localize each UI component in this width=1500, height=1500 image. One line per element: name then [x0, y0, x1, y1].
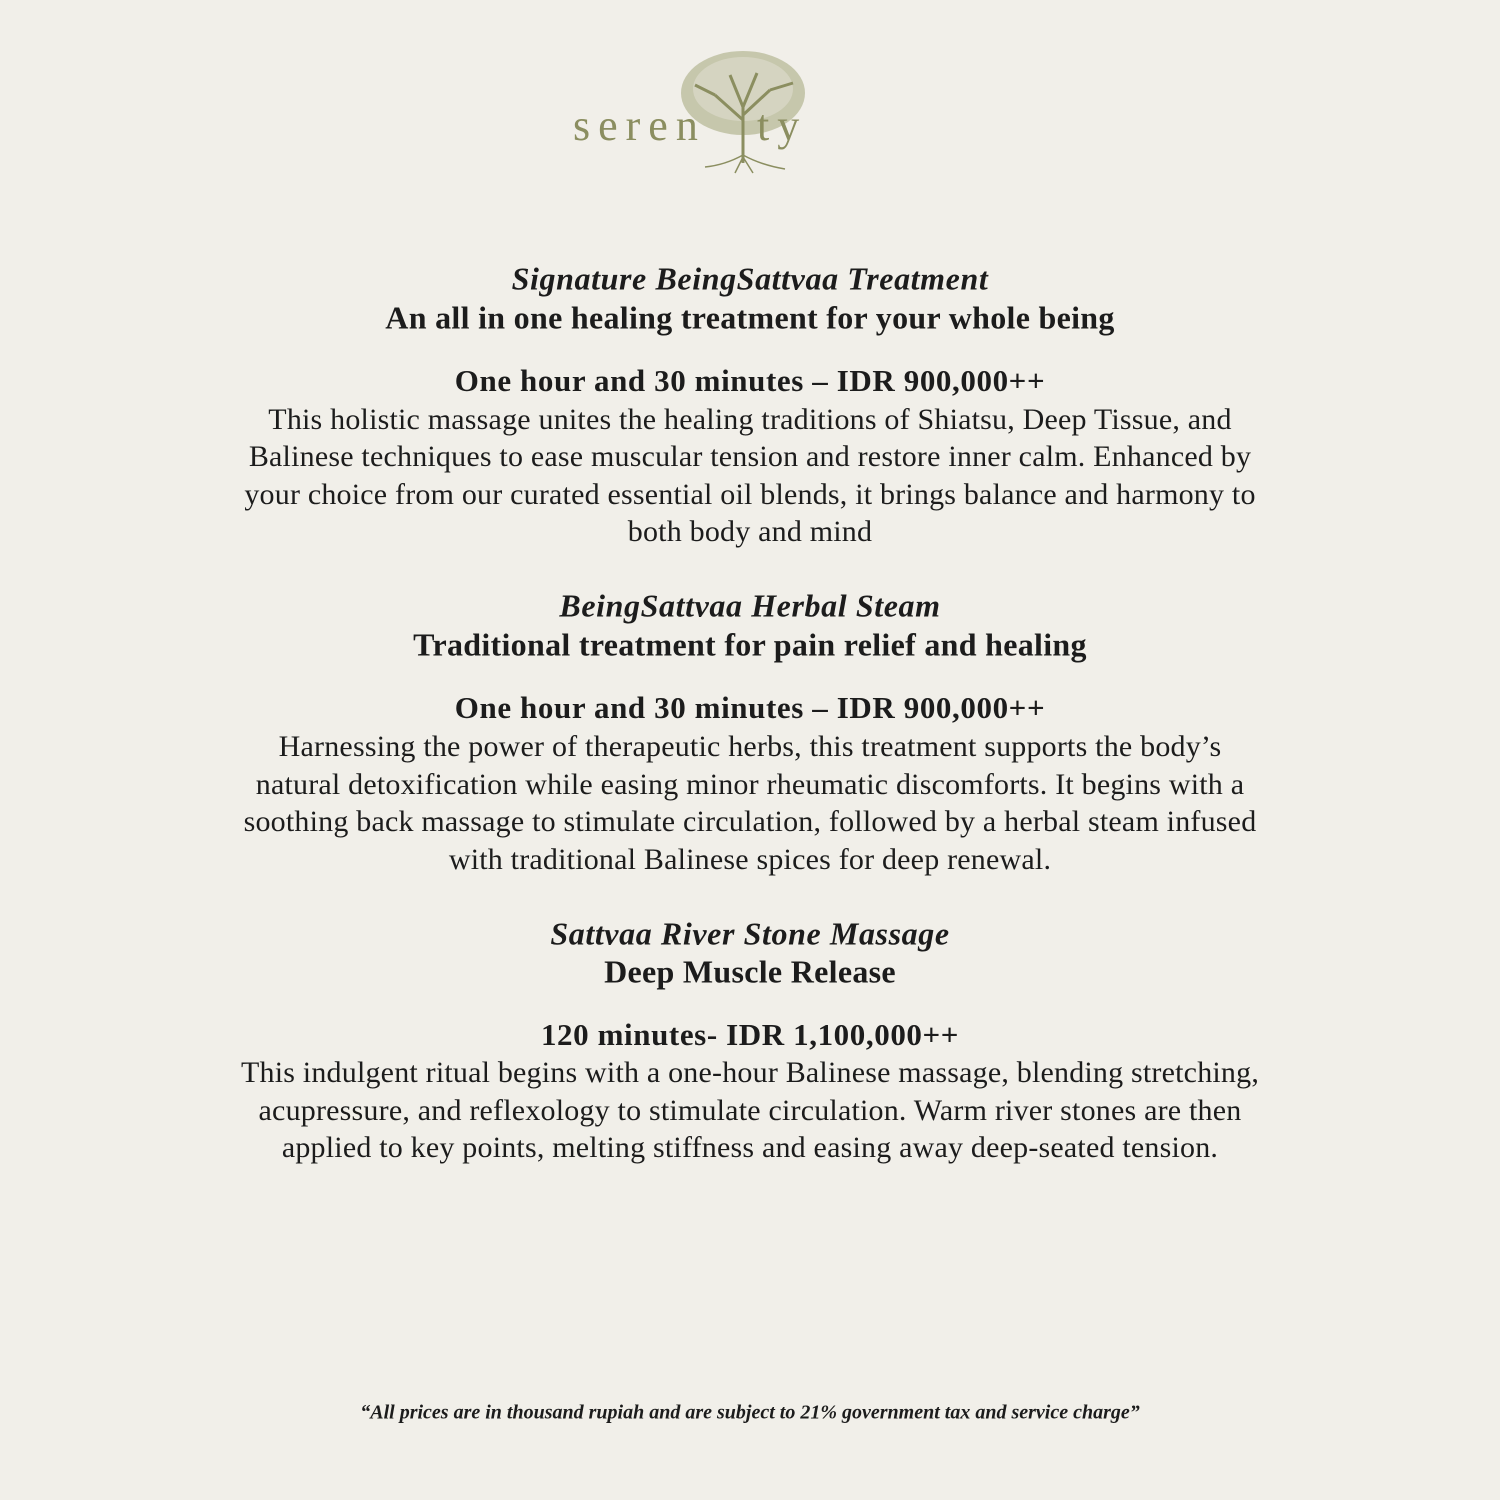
treatment-2-price: One hour and 30 minutes – IDR 900,000++ [454, 690, 1046, 725]
treatment-1-tagline: An all in one healing treatment for your whole being [385, 299, 1115, 336]
svg-text:ty: ty [757, 101, 808, 150]
treatment-3-price: 120 minutes- IDR 1,100,000++ [540, 1017, 960, 1052]
serenity-logo [565, 45, 855, 175]
treatment-3-description-line: acupressure, and reflexology to stimulate circulation. Warm river stones are then [258, 1094, 1242, 1127]
svg-text:seren: seren [573, 101, 706, 150]
treatment-2-tagline: Traditional treatment for pain relief and healing [413, 626, 1087, 663]
treatment-2-description-line: soothing back massage to stimulate circulation, followed by a herbal steam infused [243, 805, 1257, 838]
treatment-1-description-line: both body and mind [627, 515, 873, 548]
treatment-3-description-line: applied to key points, melting stiffness and easing away deep-seated tension. [281, 1131, 1219, 1164]
treatment-1-description-line: your choice from our curated essential oil blends, it brings balance and harmony to [244, 478, 1256, 511]
treatment-2-description-line: Harnessing the power of therapeutic herbs, this treatment supports the body’s [278, 730, 1222, 763]
treatment-3-name: Sattvaa River Stone Massage [550, 915, 950, 952]
treatment-3-tagline: Deep Muscle Release [604, 953, 896, 990]
treatment-2-description-line: natural detoxification while easing minor rheumatic discomforts. It begins with a [255, 768, 1245, 801]
treatment-3-description-line: This indulgent ritual begins with a one-hour Balinese massage, blending stretching, [240, 1056, 1260, 1089]
treatment-2-name: BeingSattvaa Herbal Steam [559, 587, 941, 624]
treatment-2-description-line: with traditional Balinese spices for deep renewal. [448, 843, 1052, 876]
treatment-1-name: Signature BeingSattvaa Treatment [511, 260, 989, 297]
price-disclaimer: “All prices are in thousand rupiah and are subject to 21% government tax and service charge” [360, 1401, 1140, 1424]
treatment-1-description-line: Balinese techniques to ease muscular tension and restore inner calm. Enhanced by [248, 440, 1252, 473]
treatment-1-description-line: This holistic massage unites the healing traditions of Shiatsu, Deep Tissue, and [268, 403, 1232, 436]
treatment-1-price: One hour and 30 minutes – IDR 900,000++ [454, 363, 1046, 398]
